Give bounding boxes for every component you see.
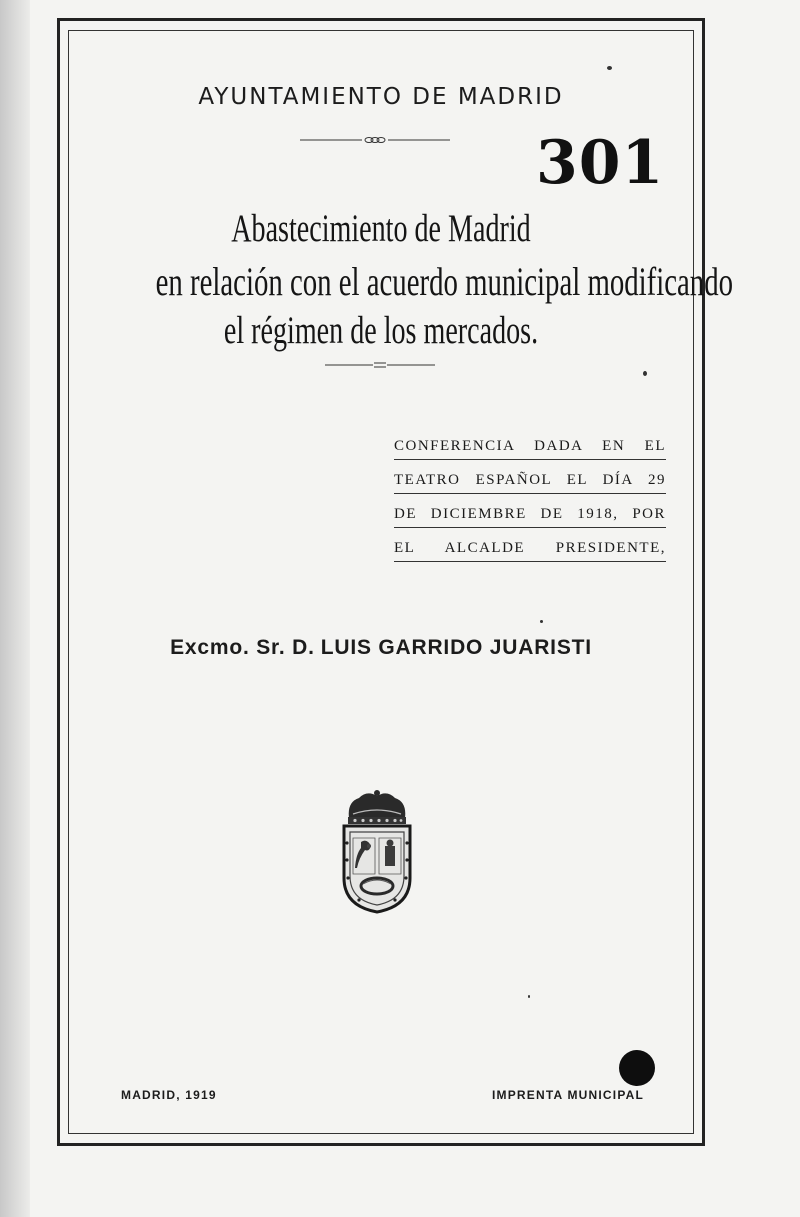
catalog-number: 301 [536, 128, 665, 198]
footer-place-year: MADRID, 1919 [121, 1088, 217, 1102]
author-prefix: Excmo. Sr. D. [170, 636, 315, 659]
madrid-coat-of-arms-icon [339, 788, 415, 914]
page-edge [0, 0, 30, 1217]
conference-line-3: DE DICIEMBRE DE 1918, POR [394, 506, 666, 528]
ink-speck [607, 66, 612, 70]
author-name: LUIS GARRIDO JUARISTI [320, 636, 592, 659]
ink-speck [643, 371, 647, 376]
institution-heading: AYUNTAMIENTO DE MADRID [198, 84, 564, 110]
title-line-1: Abastecimiento de Madrid [231, 207, 531, 250]
conference-line-2: TEATRO ESPAÑOL EL DÍA 29 [394, 472, 666, 494]
title-line-3: el régimen de los mercados. [223, 309, 539, 352]
author-line [68, 636, 694, 660]
ink-speck [528, 995, 530, 998]
conference-line-4: EL ALCALDE PRESIDENTE, [394, 540, 666, 562]
divider-ornament-icon-2 [325, 360, 435, 370]
divider-ornament-icon [300, 134, 450, 146]
conference-line-1: CONFERENCIA DADA EN EL [394, 438, 666, 460]
ink-speck [540, 620, 543, 623]
ink-stamp-dot-icon [619, 1050, 655, 1086]
footer-printer: IMPRENTA MUNICIPAL [492, 1088, 645, 1102]
title-line-2: en relación con el acuerdo municipal modificando [155, 259, 734, 304]
